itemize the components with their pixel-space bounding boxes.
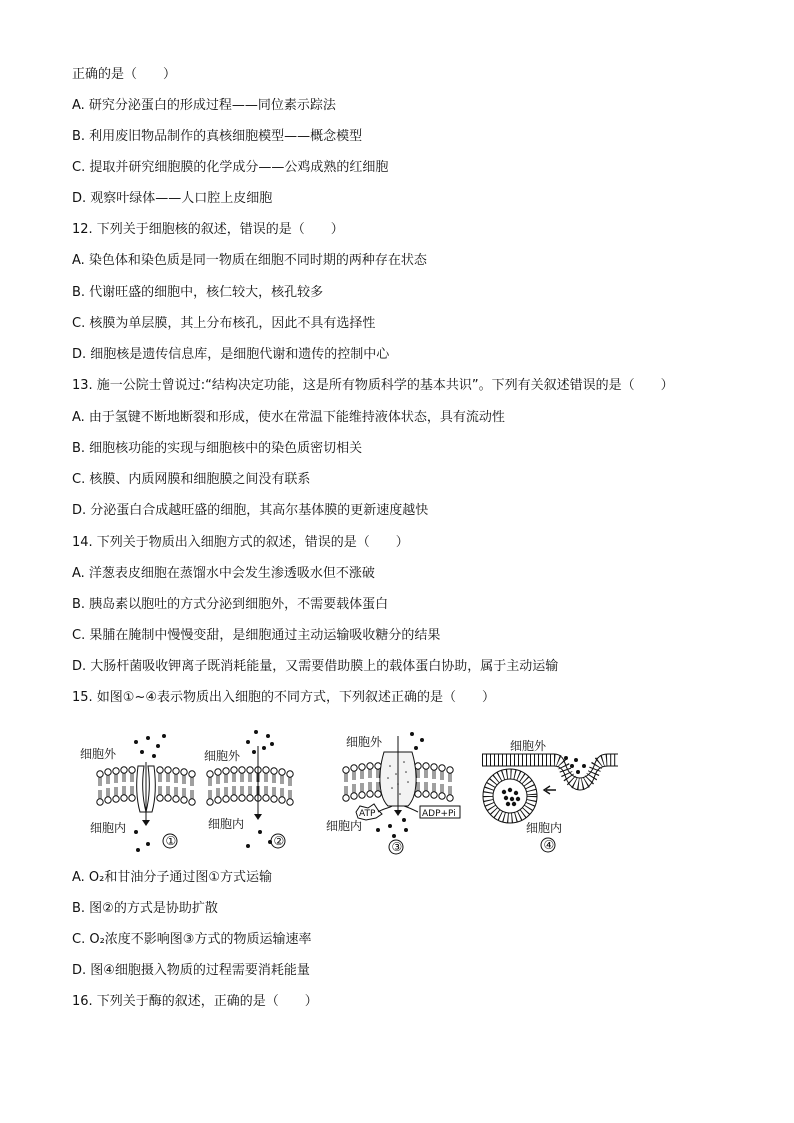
option-a: A. 染色体和染色质是同一物质在细胞不同时期的两种存在状态 xyxy=(72,253,427,268)
question-16: 16. 下列关于酶的叙述，正确的是（ ） xyxy=(72,994,318,1009)
option-d: D. 分泌蛋白合成越旺盛的细胞，其高尔基体膜的更新速度越快 xyxy=(72,503,429,518)
option-c: C. 提取并研究细胞膜的化学成分——公鸡成熟的红细胞 xyxy=(72,160,389,175)
inside-label: 细胞内 xyxy=(526,821,563,835)
inside-label: 细胞内 xyxy=(326,819,363,833)
option-a: A. 洋葱表皮细胞在蒸馏水中会发生渗透吸水但不涨破 xyxy=(72,566,375,581)
option-b: B. 胰岛素以胞吐的方式分泌到细胞外，不需要载体蛋白 xyxy=(72,597,389,612)
membrane-transport-figure xyxy=(78,722,638,862)
option-a: A. 由于氢键不断地断裂和形成，使水在常温下能维持液体状态，具有流动性 xyxy=(72,410,505,425)
inside-label: 细胞内 xyxy=(90,821,127,835)
outside-label: 细胞外 xyxy=(346,735,383,749)
option-b: B. 代谢旺盛的细胞中，核仁较大，核孔较多 xyxy=(72,285,324,300)
question-14: 14. 下列关于物质出入细胞方式的叙述，错误的是（ ） xyxy=(72,535,409,550)
option-b: B. 利用废旧物品制作的真核细胞模型——概念模型 xyxy=(72,129,363,144)
option-c: C. O₂浓度不影响图③方式的物质运输速率 xyxy=(72,932,312,947)
question-13: 13. 施一公院士曾说过:“结构决定功能，这是所有物质科学的基本共识”。下列有关叙述错误的是（ ） xyxy=(72,378,674,393)
option-a: A. 研究分泌蛋白的形成过程——同位素示踪法 xyxy=(72,98,336,113)
option-c: C. 果脯在腌制中慢慢变甜，是细胞通过主动运输吸收糖分的结果 xyxy=(72,628,441,643)
panel-number: ② xyxy=(273,834,285,848)
question-stem-continuation: 正确的是（ ） xyxy=(72,67,177,82)
panel-4-endocytosis xyxy=(482,739,618,852)
option-c: C. 核膜为单层膜，其上分布核孔，因此不具有选择性 xyxy=(72,316,376,331)
panel-number: ① xyxy=(165,834,177,848)
atp-label: ATP xyxy=(359,809,376,819)
option-b: B. 图②的方式是协助扩散 xyxy=(72,901,218,916)
panel-3-active-transport xyxy=(326,732,460,854)
question-12: 12. 下列关于细胞核的叙述，错误的是（ ） xyxy=(72,222,344,237)
option-d: D. 图④细胞摄入物质的过程需要消耗能量 xyxy=(72,963,310,978)
option-d: D. 细胞核是遗传信息库，是细胞代谢和遗传的控制中心 xyxy=(72,347,390,362)
panel-number: ④ xyxy=(543,838,555,852)
outside-label: 细胞外 xyxy=(80,747,117,761)
panel-number: ③ xyxy=(391,840,403,854)
option-c: C. 核膜、内质网膜和细胞膜之间没有联系 xyxy=(72,472,311,487)
adp-label: ADP+Pi xyxy=(422,809,456,819)
option-d: D. 观察叶绿体——人口腔上皮细胞 xyxy=(72,191,273,206)
question-15: 15. 如图①~④表示物质出入细胞的不同方式，下列叙述正确的是（ ） xyxy=(72,690,496,705)
outside-label: 细胞外 xyxy=(204,749,241,763)
option-b: B. 细胞核功能的实现与细胞核中的染色质密切相关 xyxy=(72,441,363,456)
option-a: A. O₂和甘油分子通过图①方式运输 xyxy=(72,870,273,885)
panel-1-channel-diffusion xyxy=(80,734,195,852)
panel-2-free-diffusion xyxy=(204,730,293,848)
outside-label: 细胞外 xyxy=(510,739,547,753)
inside-label: 细胞内 xyxy=(208,817,245,831)
option-d: D. 大肠杆菌吸收钾离子既消耗能量，又需要借助膜上的载体蛋白协助，属于主动运输 xyxy=(72,659,559,674)
